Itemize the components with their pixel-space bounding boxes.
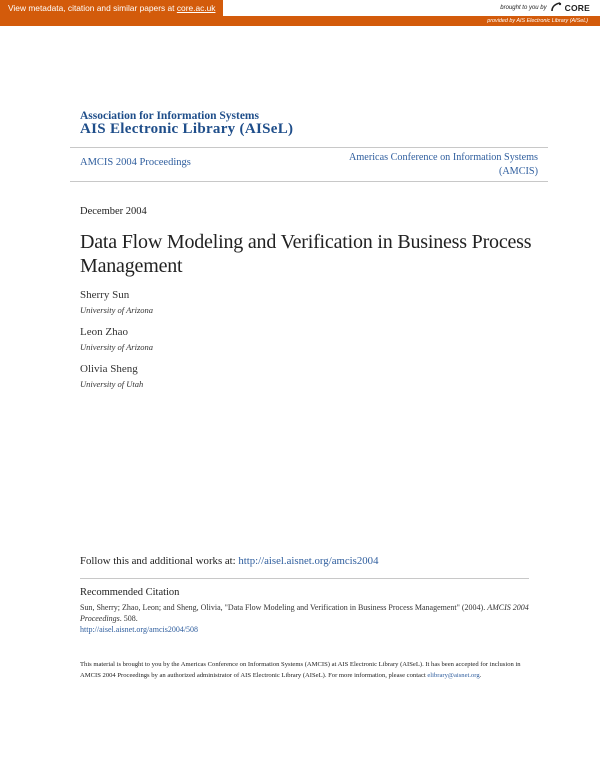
- author-name: Sherry Sun: [80, 289, 130, 301]
- divider-mid: [70, 181, 548, 182]
- follow-link[interactable]: http://aisel.aisnet.org/amcis2004: [238, 555, 379, 567]
- citation-link[interactable]: http://aisel.aisnet.org/amcis2004/508: [80, 625, 199, 634]
- core-logo-text: CORE: [564, 3, 590, 13]
- citation-suffix: . 508.: [119, 614, 138, 623]
- core-logo-icon: [550, 2, 562, 14]
- brought-by-text: brought to you by: [500, 5, 547, 11]
- citation-body: [80, 602, 532, 635]
- citation-source: AMCIS 2004 Proceedings: [80, 603, 529, 623]
- association-name: Association for Information Systems: [80, 110, 259, 122]
- publication-date: December 2004: [80, 206, 147, 217]
- follow-line: [80, 555, 378, 567]
- author-name: Leon Zhao: [80, 326, 128, 338]
- follow-text: Follow this and additional works at:: [80, 555, 239, 567]
- citation-text: Sun, Sherry; Zhao, Leon; and Sheng, Olivia, "Data Flow Modeling and Verification in Business Process Management" (2004).: [80, 603, 488, 612]
- core-link-domain: core.ac.uk: [176, 3, 216, 13]
- author-name: Olivia Sheng: [80, 363, 138, 375]
- divider-citation: [80, 578, 529, 579]
- core-provided-bar: [0, 16, 600, 26]
- core-link-prefix: View metadata, citation and similar papers at: [8, 3, 177, 13]
- library-name[interactable]: AIS Electronic Library (AISeL): [80, 121, 294, 137]
- contact-email-link[interactable]: elibrary@aisnet.org: [427, 671, 480, 679]
- core-metadata-link[interactable]: [0, 0, 223, 16]
- core-provided-text: provided by AIS Electronic Library (AISeL): [487, 18, 588, 24]
- conference-link[interactable]: Americas Conference on Information Systems (AMCIS): [349, 152, 538, 177]
- footer-end: .: [479, 671, 482, 679]
- paper-title: Data Flow Modeling and Verification in Business Process Management: [80, 231, 532, 277]
- core-banner: [0, 0, 600, 16]
- core-attribution: [500, 2, 590, 14]
- proceedings-link[interactable]: AMCIS 2004 Proceedings: [80, 157, 191, 168]
- divider-top: [70, 147, 548, 148]
- footer-notice: [80, 660, 532, 681]
- author-affiliation: University of Arizona: [80, 342, 154, 352]
- author-affiliation: University of Arizona: [80, 305, 154, 315]
- footer-text: This material is brought to you by the Americas Conference on Information Systems (AMCIS) at AIS Electronic Library (AISeL). It has been accepted for inclusion in AMCIS 2004 Proceedings by an authorized administrator of AIS Electronic Library (AISeL). For more information, please contact: [80, 661, 521, 679]
- citation-heading: Recommended Citation: [80, 587, 180, 598]
- author-affiliation: University of Utah: [80, 379, 144, 389]
